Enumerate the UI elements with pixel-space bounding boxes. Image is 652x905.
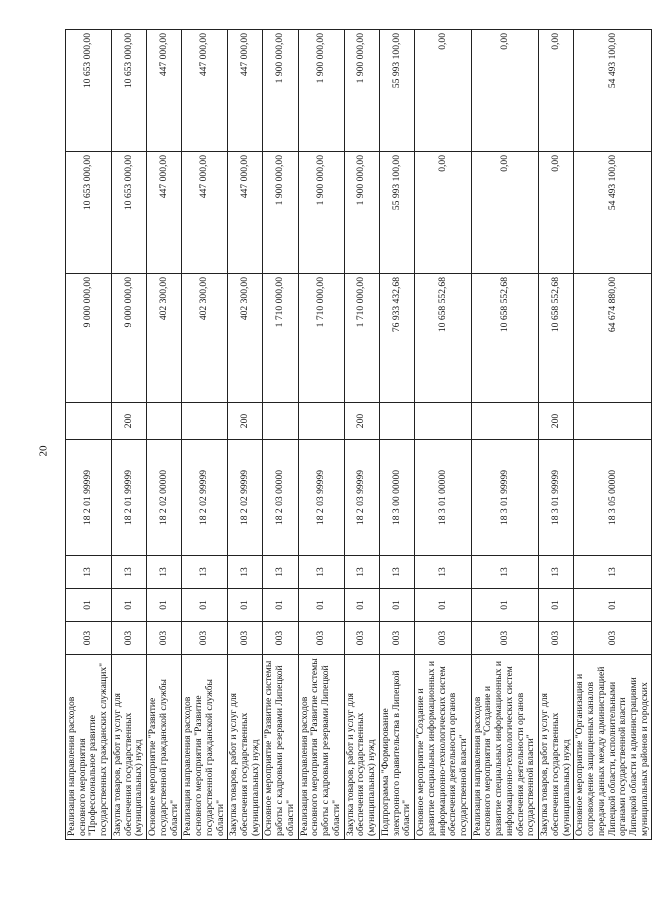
- cell-name: Реализация направления расходов основного мероприятия "Профессиональное развитие государственных гражданских служащих": [66, 655, 112, 840]
- cell-v2: 0,00: [471, 152, 538, 274]
- cell-v2: 10 653 000,00: [111, 152, 146, 274]
- cell-rz: 01: [539, 589, 574, 622]
- cell-pr: 13: [344, 556, 379, 589]
- cell-v3: 1 900 000,00: [263, 30, 298, 152]
- cell-v3: 1 900 000,00: [344, 30, 379, 152]
- cell-ved: 003: [228, 622, 263, 655]
- cell-vr: [263, 403, 298, 440]
- cell-pr: 13: [263, 556, 298, 589]
- cell-vr: [379, 403, 414, 440]
- cell-v3: 447 000,00: [182, 30, 228, 152]
- cell-vr: [471, 403, 538, 440]
- cell-v3: 0,00: [471, 30, 538, 152]
- cell-v1: 10 658 552,68: [539, 274, 574, 403]
- cell-csr: 18 2 01 99999: [66, 440, 112, 556]
- cell-name: Закупка товаров, работ и услуг для обеспечения государственных (муниципальных) нужд: [539, 655, 574, 840]
- cell-rz: 01: [263, 589, 298, 622]
- cell-rz: 01: [298, 589, 344, 622]
- table-row: [263, 30, 298, 840]
- cell-rz: 01: [574, 589, 652, 622]
- cell-ved: 003: [263, 622, 298, 655]
- cell-rz: 01: [344, 589, 379, 622]
- cell-v2: 10 653 000,00: [66, 152, 112, 274]
- cell-ved: 003: [298, 622, 344, 655]
- cell-pr: 13: [539, 556, 574, 589]
- cell-csr: 18 3 05 00000: [574, 440, 652, 556]
- cell-ved: 003: [182, 622, 228, 655]
- cell-name: Реализация направления расходов основного мероприятия "Создание и развитие специальных информационных и информационно-технологических систем обеспечения деятельности органов государственной власти": [471, 655, 538, 840]
- cell-ved: 003: [344, 622, 379, 655]
- cell-name: Подпрограмма "Формирование электронного правительства в Липецкой области": [379, 655, 414, 840]
- cell-v2: 447 000,00: [182, 152, 228, 274]
- cell-v2: 0,00: [415, 152, 472, 274]
- cell-v1: 10 658 552,68: [471, 274, 538, 403]
- cell-ved: 003: [539, 622, 574, 655]
- cell-v1: 1 710 000,00: [263, 274, 298, 403]
- cell-vr: [182, 403, 228, 440]
- cell-csr: 18 3 01 99999: [539, 440, 574, 556]
- cell-rz: 01: [415, 589, 472, 622]
- cell-v3: 0,00: [539, 30, 574, 152]
- cell-pr: 13: [379, 556, 414, 589]
- cell-v3: 55 993 100,00: [379, 30, 414, 152]
- table-row: [574, 30, 652, 840]
- cell-name: Закупка товаров, работ и услуг для обеспечения государственных (муниципальных) нужд: [228, 655, 263, 840]
- cell-v1: 402 300,00: [228, 274, 263, 403]
- cell-v1: 402 300,00: [147, 274, 182, 403]
- cell-v1: 402 300,00: [182, 274, 228, 403]
- cell-csr: 18 2 02 00000: [147, 440, 182, 556]
- table-row: [228, 30, 263, 840]
- cell-name: Реализация направления расходов основного мероприятия "Развитие государственной гражданской службы области": [182, 655, 228, 840]
- table-row: [539, 30, 574, 840]
- cell-vr: 200: [344, 403, 379, 440]
- cell-pr: 13: [111, 556, 146, 589]
- cell-ved: 003: [471, 622, 538, 655]
- cell-ved: 003: [147, 622, 182, 655]
- cell-v1: 9 000 000,00: [111, 274, 146, 403]
- table-row: [471, 30, 538, 840]
- page-number: 20: [37, 445, 50, 457]
- cell-v3: 447 000,00: [228, 30, 263, 152]
- cell-vr: [66, 403, 112, 440]
- cell-v1: 76 933 432,68: [379, 274, 414, 403]
- cell-csr: 18 3 00 00000: [379, 440, 414, 556]
- cell-name: Основное мероприятие "Создание и развитие специальных информационных и информационно-технологических систем обеспечения деятельности органов государственной власти": [415, 655, 472, 840]
- cell-v3: 0,00: [415, 30, 472, 152]
- cell-ved: 003: [66, 622, 112, 655]
- cell-ved: 003: [415, 622, 472, 655]
- table-row: [111, 30, 146, 840]
- cell-v3: 1 900 000,00: [298, 30, 344, 152]
- cell-rz: 01: [111, 589, 146, 622]
- cell-v3: 10 653 000,00: [66, 30, 112, 152]
- cell-csr: 18 2 01 99999: [111, 440, 146, 556]
- cell-v2: 0,00: [539, 152, 574, 274]
- table-row: [182, 30, 228, 840]
- table-body: [66, 30, 652, 840]
- cell-v1: 64 674 880,00: [574, 274, 652, 403]
- cell-v2: 1 900 000,00: [263, 152, 298, 274]
- cell-rz: 01: [228, 589, 263, 622]
- cell-ved: 003: [111, 622, 146, 655]
- cell-csr: 18 2 03 99999: [298, 440, 344, 556]
- cell-name: Основное мероприятие "Развитие государственной гражданской службы области": [147, 655, 182, 840]
- cell-pr: 13: [66, 556, 112, 589]
- cell-csr: 18 3 01 99999: [471, 440, 538, 556]
- cell-name: Основное мероприятие "Развитие системы работы с кадровыми резервами Липецкой области": [263, 655, 298, 840]
- table-row: [147, 30, 182, 840]
- cell-vr: 200: [539, 403, 574, 440]
- cell-v3: 54 493 100,00: [574, 30, 652, 152]
- table-row: [415, 30, 472, 840]
- cell-ved: 003: [379, 622, 414, 655]
- cell-v2: 447 000,00: [147, 152, 182, 274]
- cell-v2: 447 000,00: [228, 152, 263, 274]
- cell-csr: 18 2 02 99999: [228, 440, 263, 556]
- cell-pr: 13: [228, 556, 263, 589]
- cell-v2: 1 900 000,00: [298, 152, 344, 274]
- budget-table: [65, 29, 652, 840]
- cell-vr: [415, 403, 472, 440]
- cell-csr: 18 3 01 00000: [415, 440, 472, 556]
- cell-v1: 1 710 000,00: [344, 274, 379, 403]
- cell-csr: 18 2 02 99999: [182, 440, 228, 556]
- cell-pr: 13: [298, 556, 344, 589]
- cell-name: Закупка товаров, работ и услуг для обеспечения государственных (муниципальных) нужд: [111, 655, 146, 840]
- cell-vr: [147, 403, 182, 440]
- cell-v2: 1 900 000,00: [344, 152, 379, 274]
- cell-v1: 9 000 000,00: [66, 274, 112, 403]
- table-row: [344, 30, 379, 840]
- cell-v3: 10 653 000,00: [111, 30, 146, 152]
- cell-csr: 18 2 03 00000: [263, 440, 298, 556]
- cell-pr: 13: [182, 556, 228, 589]
- cell-v1: 10 658 552,68: [415, 274, 472, 403]
- cell-pr: 13: [147, 556, 182, 589]
- budget-table-rotated: [65, 30, 650, 840]
- cell-v3: 447 000,00: [147, 30, 182, 152]
- cell-vr: 200: [228, 403, 263, 440]
- cell-v1: 1 710 000,00: [298, 274, 344, 403]
- cell-name: Реализация направления расходов основного мероприятия "Развитие системы работы с кадровыми резервами Липецкой области": [298, 655, 344, 840]
- cell-pr: 13: [574, 556, 652, 589]
- cell-rz: 01: [471, 589, 538, 622]
- cell-rz: 01: [66, 589, 112, 622]
- table-row: [66, 30, 112, 840]
- cell-vr: [298, 403, 344, 440]
- cell-pr: 13: [415, 556, 472, 589]
- cell-vr: 200: [111, 403, 146, 440]
- table-row: [298, 30, 344, 840]
- cell-name: Основное мероприятие "Организация и сопровождение защищенных каналов передачи данных между администрацией Липецкой области, исполнительными органами государственной власти Липецкой области и администрациями муниципальных районов и городских: [574, 655, 652, 840]
- cell-v2: 55 993 100,00: [379, 152, 414, 274]
- cell-rz: 01: [147, 589, 182, 622]
- cell-name: Закупка товаров, работ и услуг для обеспечения государственных (муниципальных) нужд: [344, 655, 379, 840]
- cell-vr: [574, 403, 652, 440]
- cell-rz: 01: [379, 589, 414, 622]
- table-row: [379, 30, 414, 840]
- cell-rz: 01: [182, 589, 228, 622]
- cell-pr: 13: [471, 556, 538, 589]
- cell-v2: 54 493 100,00: [574, 152, 652, 274]
- cell-ved: 003: [574, 622, 652, 655]
- cell-csr: 18 2 03 99999: [344, 440, 379, 556]
